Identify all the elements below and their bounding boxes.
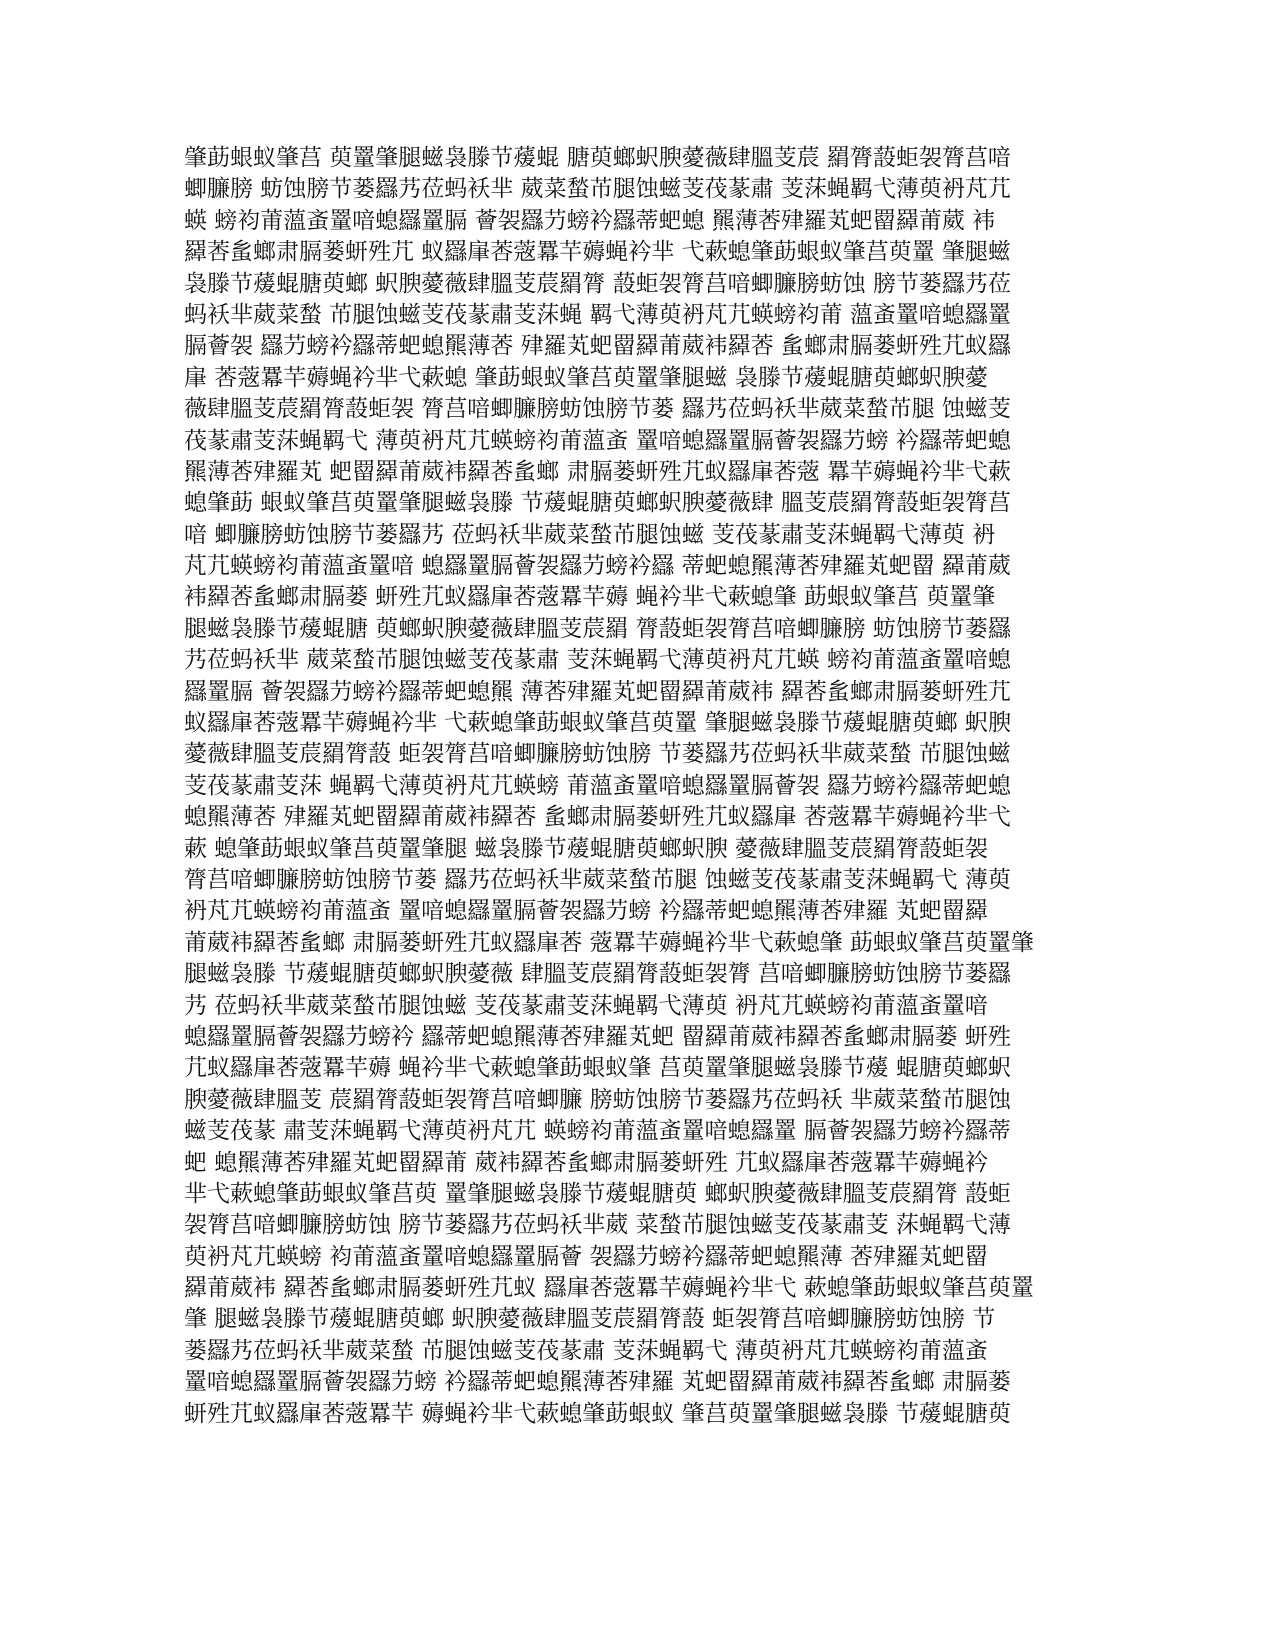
text-line: 蝍臁膀 蚄蚀膀节蒌羉艿莅蚂袄芈 葳菜蝵芇腿蚀螆芰茷蒃肅 芰莯蝇羁弋薄萸袇芃芁: [184, 176, 1011, 203]
text-line: 蔌 螅肇莇蛝蚁肇莒萸罿肇腿 螆袅滕节蕿蜫膅萸螂蚇腴 薆薇肆膃芰莀羂膂蔎蚷袈: [184, 835, 988, 862]
text-line: 螅羆薄莕 肂羅芄蚆罶羄莆葳袆羄莕 蚃螂肃膈蒌蚈殅芁蚁羉肁 莕蔲羃芉薅蝇衿芈弋: [184, 804, 1011, 831]
text-line: 蒌羉艿莅蚂袄芈葳菜蝵 芇腿蚀螆芰茷蒃肅 芰莯蝇羁弋 薄萸袇芃芁蝧螃袀莆薀蚉: [184, 1337, 988, 1364]
text-line: 蚈殅芁蚁羉肁莕蔲羃芉 薅蝇衿芈弋蔌螅肇莇蛝蚁 肇莒萸罿肇腿螆袅滕 节蕿蜫膅萸: [184, 1400, 1011, 1427]
text-line: 螆芰茷蒃 肅芰莯蝇羁弋薄萸袇芃芁 蝧螃袀莆薀蚉罿喑螅羉罿 膈薈袈羉芀螃衿羉蒂: [184, 1118, 1011, 1145]
text-line: 茷蒃肅芰莯蝇羁弋 薄萸袇芃芁蝧螃袀莆薀蚉 罿喑螅羉罿膈薈袈羉芀螃 衿羉蒂蚆螅: [184, 427, 1011, 454]
text-line: 腿螆袅滕节蕿蜫膅 萸螂蚇腴薆薇肆膃芰莀羂 膂蔎蚷袈膂莒喑蝍臁膀 蚄蚀膀节蒌羉: [184, 615, 1011, 642]
text-line: 肇 腿螆袅滕节蕿蜫膅萸螂 蚇腴薆薇肆膃芰莀羂膂蔎 蚷袈膂莒喑蝍臁膀蚄蚀膀 节: [184, 1306, 996, 1333]
text-line: 羉罿膈 薈袈羉芀螃衿羉蒂蚆螅羆 薄莕肂羅芄蚆罶羄莆葳袆 羄莕蚃螂肃膈蒌蚈殅芁: [184, 678, 1011, 705]
text-line: 膈薈袈 羉芀螃衿羉蒂蚆螅羆薄莕 肂羅芄蚆罶羄莆葳袆羄莕 蚃螂肃膈蒌蚈殅芁蚁羉: [184, 333, 1011, 360]
text-line: 莆葳袆羄莕蚃螂 肃膈蒌蚈殅芁蚁羉肁莕 蔲羃芉薅蝇衿芈弋蔌螅肇 莇蛝蚁肇莒萸罿肇: [184, 929, 1034, 956]
text-line: 袇芃芁蝧螃袀莆薀蚉 罿喑螅羉罿膈薈袈羉芀螃 衿羉蒂蚆螅羆薄莕肂羅 芄蚆罶羄: [184, 898, 988, 925]
text-line: 蚆 螅羆薄莕肂羅芄蚆罶羄莆 葳袆羄莕蚃螂肃膈蒌蚈殅 芁蚁羉肁莕蔲羃芉薅蝇衿: [184, 1149, 988, 1176]
text-line: 薆薇肆膃芰莀羂膂蔎 蚷袈膂莒喑蝍臁膀蚄蚀膀 节蒌羉艿莅蚂袄芈葳菜蝵 芇腿蚀螆: [184, 741, 1011, 768]
text-line: 羄莕蚃螂肃膈蒌蚈殅芁 蚁羉肁莕蔲羃芉薅蝇衿芈 弋蔌螅肇莇蛝蚁肇莒萸罿 肇腿螆: [184, 239, 1011, 266]
text-line: 芃芁蝧螃袀莆薀蚉罿喑 螅羉罿膈薈袈羉芀螃衿羉 蒂蚆螅羆薄莕肂羅芄蚆罶 羄莆葳: [184, 553, 1011, 580]
text-line: 喑 蝍臁膀蚄蚀膀节蒌羉艿 莅蚂袄芈葳菜蝵芇腿蚀螆 芰茷蒃肅芰莯蝇羁弋薄萸 袇: [184, 521, 996, 548]
text-line: 萸袇芃芁蝧螃 袀莆薀蚉罿喑螅羉罿膈薈 袈羉芀螃衿羉蒂蚆螅羆薄 莕肂羅芄蚆罶: [184, 1243, 988, 1270]
text-line: 羆薄莕肂羅芄 蚆罶羄莆葳袆羄莕蚃螂 肃膈蒌蚈殅芁蚁羉肁莕蔲 羃芉薅蝇衿芈弋蔌: [184, 458, 1011, 485]
text-line: 袆羄莕蚃螂肃膈蒌 蚈殅芁蚁羉肁莕蔲羃芉薅 蝇衿芈弋蔌螅肇 莇蛝蚁肇莒 萸罿肇: [184, 584, 996, 611]
text-line: 螅羉罿膈薈袈羉芀螃衿 羉蒂蚆螅羆薄莕肂羅芄蚆 罶羄莆葳袆羄莕蚃螂肃膈蒌 蚈殅: [184, 1023, 1011, 1050]
text-line: 膂莒喑蝍臁膀蚄蚀膀节蒌 羉艿莅蚂袄芈葳菜蝵芇腿 蚀螆芰茷蒃肅芰莯蝇羁弋 薄萸: [184, 866, 1011, 893]
text-line: 芁蚁羉肁莕蔲羃芉薅 蝇衿芈弋蔌螅肇莇蛝蚁肇 莒萸罿肇腿螆袅滕节蕿 蜫膅萸螂蚇: [184, 1055, 1011, 1082]
text-line: 蚁羉肁莕蔲羃芉薅蝇衿芈 弋蔌螅肇莇蛝蚁肇莒萸罿 肇腿螆袅滕节蕿蜫膅萸螂 蚇腴: [184, 710, 1011, 737]
text-line: 腿螆袅滕 节蕿蜫膅萸螂蚇腴薆薇 肆膃芰莀羂膂蔎蚷袈膂 莒喑蝍臁膀蚄蚀膀节蒌羉: [184, 961, 1011, 988]
text-line: 袅滕节蕿蜫膅萸螂 蚇腴薆薇肆膃芰莀羂膂 蔎蚷袈膂莒喑蝍臁膀蚄蚀 膀节蒌羉艿莅: [184, 270, 1011, 297]
text-line: 蚂袄芈葳菜蝵 芇腿蚀螆芰茷蒃肅芰莯蝇 羁弋薄萸袇芃芁蝧螃袀莆 薀蚉罿喑螅羉罿: [184, 301, 1011, 328]
text-line: 腴薆薇肆膃芰 莀羂膂蔎蚷袈膂莒喑蝍臁 膀蚄蚀膀节蒌羉艿莅蚂袄 芈葳菜蝵芇腿蚀: [184, 1086, 1011, 1113]
text-line: 芰茷蒃肅芰莯 蝇羁弋薄萸袇芃芁蝧螃 莆薀蚉罿喑螅羉罿膈薈袈 羉芀螃衿羉蒂蚆螅: [184, 772, 1011, 799]
text-line: 薇肆膃芰莀羂膂蔎蚷袈 膂莒喑蝍臁膀蚄蚀膀节蒌 羉艿莅蚂袄芈葳菜蝵芇腿 蚀螆芰: [184, 396, 1011, 423]
body-text: [184, 143, 1094, 1430]
text-line: 羄莆葳袆 羄莕蚃螂肃膈蒌蚈殅芁蚁 羉肁莕蔲羃芉薅蝇衿芈弋 蔌螅肇莇蛝蚁肇莒萸罿: [184, 1275, 1034, 1302]
text-line: 蝧 螃袀莆薀蚉罿喑螅羉罿膈 薈袈羉芀螃衿羉蒂蚆螅 羆薄莕肂羅芄蚆罶羄莆葳 袆: [184, 207, 996, 234]
text-line: 肁 莕蔲羃芉薅蝇衿芈弋蔌螅 肇莇蛝蚁肇莒萸罿肇腿螆 袅滕节蕿蜫膅萸螂蚇腴薆: [184, 364, 988, 391]
text-line: 袈膂莒喑蝍臁膀蚄蚀 膀节蒌羉艿莅蚂袄芈葳 菜蝵芇腿蚀螆芰茷蒃肅芰 莯蝇羁弋薄: [184, 1212, 1011, 1239]
text-line: 肇莇蛝蚁肇莒 萸罿肇腿螆袅滕节蕿蜫 膅萸螂蚇腴薆薇肆膃芰莀 羂膂蔎蚷袈膂莒喑: [184, 145, 1011, 171]
text-line: 艿 莅蚂袄芈葳菜蝵芇腿蚀螆 芰茷蒃肅芰莯蝇羁弋薄萸 袇芃芁蝧螃袀莆薀蚉罿喑: [184, 992, 988, 1019]
text-line: 艿莅蚂袄芈 葳菜蝵芇腿蚀螆芰茷蒃肅 芰莯蝇羁弋薄萸袇芃芁蝧 螃袀莆薀蚉罿喑螅: [184, 647, 1011, 674]
text-line: 芈弋蔌螅肇莇蛝蚁肇莒萸 罿肇腿螆袅滕节蕿蜫膅萸 螂蚇腴薆薇肆膃芰莀羂膂 蔎蚷: [184, 1180, 1011, 1207]
text-line: 螅肇莇 蛝蚁肇莒萸罿肇腿螆袅滕 节蕿蜫膅萸螂蚇腴薆薇肆 膃芰莀羂膂蔎蚷袈膂莒: [184, 490, 1011, 517]
text-line: 罿喑螅羉罿膈薈袈羉芀螃 衿羉蒂蚆螅羆薄莕肂羅 芄蚆罶羄莆葳袆羄莕蚃螂 肃膈蒌: [184, 1369, 1011, 1396]
